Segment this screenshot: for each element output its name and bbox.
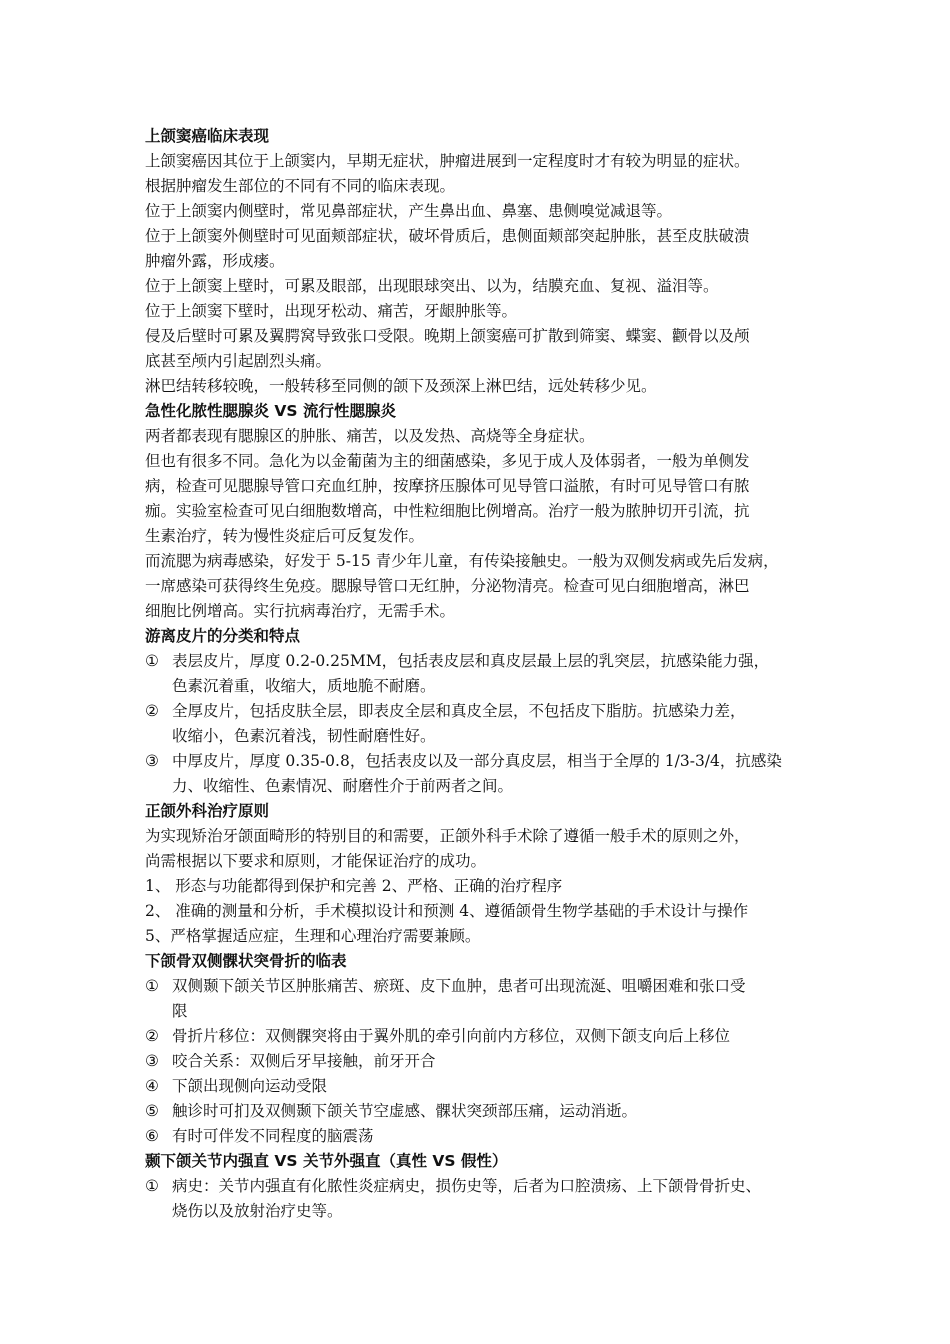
list-marker: ⑤ bbox=[145, 1102, 159, 1120]
list-item bbox=[145, 1024, 825, 1049]
paragraph-line: 病，检查可见腮腺导管口充血红肿，按摩挤压腺体可见导管口溢脓，有时可见导管口有脓 bbox=[145, 477, 750, 495]
list-item bbox=[145, 1124, 825, 1149]
paragraph-line: 位于上颌窦下壁时，出现牙松动、痛苦，牙龈肿胀等。 bbox=[145, 302, 518, 320]
list-item-line: 收缩小，色素沉着浅，韧性耐磨性好。 bbox=[172, 727, 436, 745]
paragraph-line: 尚需根据以下要求和原则，才能保证治疗的成功。 bbox=[145, 852, 487, 870]
list-item bbox=[145, 1174, 825, 1224]
paragraph-line: 位于上颌窦外侧壁时可见面颊部症状，破坏骨质后，患侧面颊部突起肿胀，甚至皮肤破溃 bbox=[145, 227, 750, 245]
list-marker: ③ bbox=[145, 1052, 159, 1070]
paragraph-line: 淋巴结转移较晚，一般转移至同侧的颌下及颈深上淋巴结，远处转移少见。 bbox=[145, 377, 657, 395]
list-item-line: 表层皮片，厚度 0.2-0.25MM，包括表皮层和真皮层最上层的乳突层，抗感染能力强， bbox=[172, 652, 770, 670]
paragraph-line: 位于上颌窦上壁时，可累及眼部，出现眼球突出、以为，结膜充血、复视、溢泪等。 bbox=[145, 277, 719, 295]
list-item-line: 限 bbox=[172, 1002, 188, 1020]
list-marker: ② bbox=[145, 702, 159, 720]
list-marker: ① bbox=[145, 977, 159, 995]
list-item-line: 咬合关系：双侧后牙早接触，前牙开合 bbox=[172, 1052, 436, 1070]
paragraph-line: 5、严格掌握适应症，生理和心理治疗需要兼顾。 bbox=[145, 927, 481, 945]
list-item bbox=[145, 974, 825, 1024]
list-item-line: 全厚皮片，包括皮肤全层，即表皮全层和真皮全层，不包括皮下脂肪。抗感染力差， bbox=[172, 702, 746, 720]
list-marker: ⑥ bbox=[145, 1127, 159, 1145]
list-marker: ③ bbox=[145, 752, 159, 770]
paragraph-line: 2、 准确的测量和分析，手术模拟设计和预测 4、遵循颌骨生物学基础的手术设计与操作 bbox=[145, 902, 749, 920]
section-title-condylar-fracture: 下颌骨双侧髁状突骨折的临表 bbox=[145, 952, 347, 970]
paragraph-line: 两者都表现有腮腺区的肿胀、痛苦，以及发热、高烧等全身症状。 bbox=[145, 427, 595, 445]
document-page bbox=[145, 124, 825, 1224]
paragraph-line: 一席感染可获得终生免疫。腮腺导管口无红肿，分泌物清亮。检查可见白细胞增高，淋巴 bbox=[145, 577, 750, 595]
paragraph-line: 上颌窦癌因其位于上颌窦内，早期无症状，肿瘤进展到一定程度时才有较为明显的症状。 bbox=[145, 152, 750, 170]
list-item-line: 病史：关节内强直有化脓性炎症病史，损伤史等，后者为口腔溃疡、上下颌骨骨折史、 bbox=[172, 1177, 762, 1195]
paragraph-line: 生素治疗，转为慢性炎症后可反复发作。 bbox=[145, 527, 425, 545]
section-title-parotitis: 急性化脓性腮腺炎 VS 流行性腮腺炎 bbox=[145, 402, 396, 420]
list-item-line: 力、收缩性、色素情况、耐磨性介于前两者之间。 bbox=[172, 777, 514, 795]
paragraph-line: 根据肿瘤发生部位的不同有不同的临床表现。 bbox=[145, 177, 456, 195]
list-item bbox=[145, 699, 825, 749]
list-item-line: 下颌出现侧向运动受限 bbox=[172, 1077, 328, 1095]
section-title-orthognathic-surgery: 正颌外科治疗原则 bbox=[145, 802, 270, 820]
section-title-skin-graft: 游离皮片的分类和特点 bbox=[145, 627, 301, 645]
paragraph-line: 位于上颌窦内侧壁时，常见鼻部症状，产生鼻出血、鼻塞、患侧嗅觉减退等。 bbox=[145, 202, 673, 220]
paragraph-line: 细胞比例增高。实行抗病毒治疗，无需手术。 bbox=[145, 602, 456, 620]
list-item-line: 触诊时可扪及双侧颞下颌关节空虚感、髁状突颈部压痛，运动消逝。 bbox=[172, 1102, 638, 1120]
section-title-maxillary-sinus-cancer: 上颌窦癌临床表现 bbox=[145, 127, 270, 145]
paragraph-line: 底甚至颅内引起剧烈头痛。 bbox=[145, 352, 332, 370]
list-marker: ① bbox=[145, 652, 159, 670]
paragraph-line: 为实现矫治牙颌面畸形的特别目的和需要，正颌外科手术除了遵循一般手术的原则之外， bbox=[145, 827, 750, 845]
list-item-line: 中厚皮片，厚度 0.35-0.8，包括表皮以及一部分真皮层，相当于全厚的 1/3-3/4，抗感染 bbox=[172, 752, 782, 770]
list-item bbox=[145, 749, 825, 799]
paragraph-line: 但也有很多不同。急化为以金葡菌为主的细菌感染，多见于成人及体弱者，一般为单侧发 bbox=[145, 452, 750, 470]
paragraph-line: 侵及后壁时可累及翼腭窝导致张口受限。晚期上颌窦癌可扩散到筛窦、蝶窦、颧骨以及颅 bbox=[145, 327, 750, 345]
list-item-line: 烧伤以及放射治疗史等。 bbox=[172, 1202, 343, 1220]
list-item-line: 骨折片移位：双侧髁突将由于翼外肌的牵引向前内方移位，双侧下颌支向后上移位 bbox=[172, 1027, 731, 1045]
paragraph-line: 1、 形态与功能都得到保护和完善 2、严格、正确的治疗程序 bbox=[145, 877, 563, 895]
list-item bbox=[145, 1099, 825, 1124]
list-marker: ① bbox=[145, 1177, 159, 1195]
list-item-line: 有时可伴发不同程度的脑震荡 bbox=[172, 1127, 374, 1145]
list-marker: ④ bbox=[145, 1077, 159, 1095]
paragraph-line: 肿瘤外露，形成瘘。 bbox=[145, 252, 285, 270]
list-item-line: 色素沉着重，收缩大，质地脆不耐磨。 bbox=[172, 677, 436, 695]
section-title-tmj-ankylosis: 颞下颌关节内强直 VS 关节外强直（真性 VS 假性） bbox=[145, 1152, 508, 1170]
list-item bbox=[145, 1049, 825, 1074]
list-marker: ② bbox=[145, 1027, 159, 1045]
paragraph-line: 而流腮为病毒感染，好发于 5-15 青少年儿童，有传染接触史。一般为双侧发病或先后发病， bbox=[145, 552, 779, 570]
list-item bbox=[145, 1074, 825, 1099]
paragraph-line: 痂。实验室检查可见白细胞数增高，中性粒细胞比例增高。治疗一般为脓肿切开引流，抗 bbox=[145, 502, 750, 520]
list-item-line: 双侧颞下颌关节区肿胀痛苦、瘀斑、皮下血肿，患者可出现流涎、咀嚼困难和张口受 bbox=[172, 977, 746, 995]
list-item bbox=[145, 649, 825, 699]
